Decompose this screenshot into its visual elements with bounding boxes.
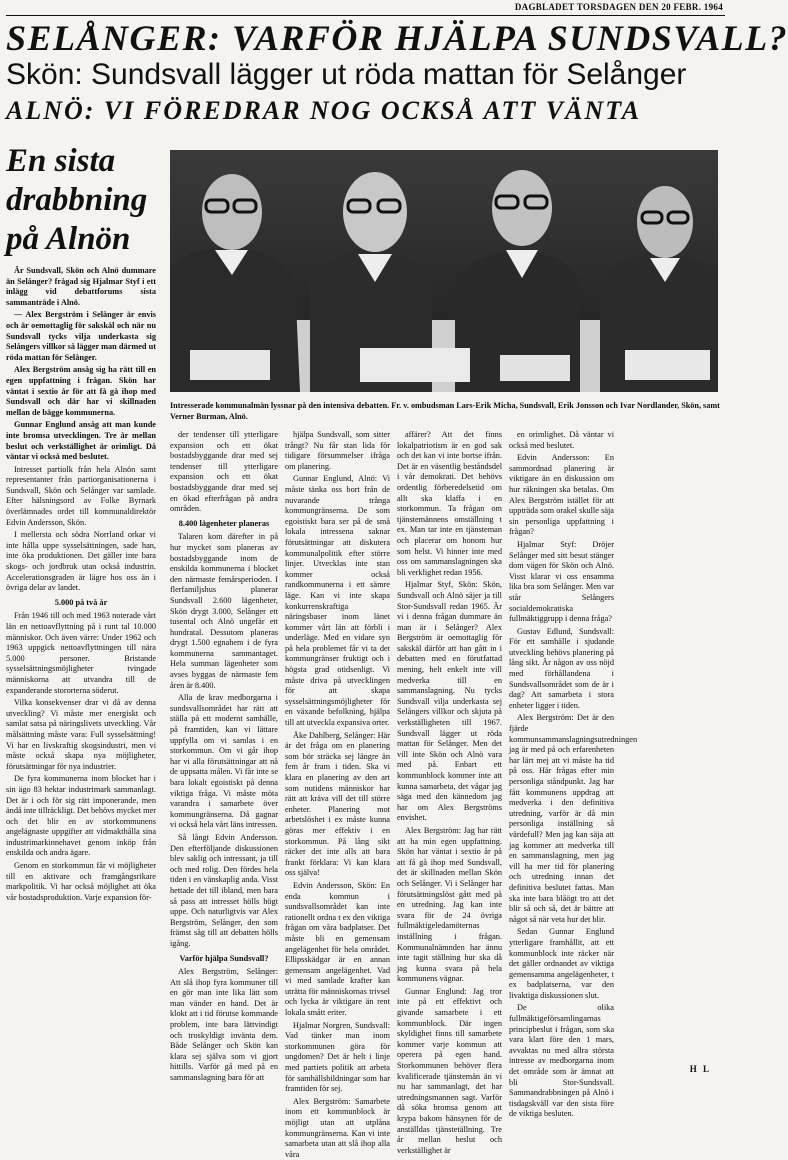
photo-four-men: [170, 150, 718, 392]
paragraph: Talaren kom därefter in på hur mycket som planeras av bostadsbyggande inom de enskilda kommunerna i blocket den närmaste femårsperioden. I flerfamiljshus planerar Sundsvall 2.600 lägenheter, Skön drygt 3.000, Selånger ett tusental och Alnö ungefär ett hundratal. Dessutom planeras drygt 1.500 egnahem i de fyra kommunerna sammantaget. Hela summan lägenheter som avses byggas de närmaste fem åren är 8.400.: [170, 532, 278, 690]
paragraph: De fyra kommunerna inom blocket har i sin ägo 83 hektar industrimark sammanlagt. Det är i och för sig rätt imponerande, men ändå inte tillräckligt. Det behövs mycket mer och det blir en av storkommunens angelägnaste uppgifter att vidmakthålla sina industrimarkinnehavet genom inköp från enskilda och andra ägare.: [6, 774, 156, 858]
paragraph: Åke Dahlberg, Selånger: Här är det fråga om en planering som bör sträcka sej längre än fem år fram i tiden. Ska vi klara en planering av den art som nutidens människor har rätt att kräva vill det till större enheter. Planering mot arbetslöshet i ex måste kunna göras mer effektiv i en storkommun. På lång sikt räcker det inte alls att bara frankt förklara: Vi kan klara oss själva!: [285, 730, 390, 878]
photo-four-men-icon: [170, 150, 718, 392]
paragraph: Edvin Andersson: En sammordnad planering är viktigare än en diskussion om hur räkningen ska betalas. Om Alex Bergström istället för att uppträda som orakel skulle säja sin personliga uppfattning i frågan?: [509, 453, 614, 537]
second-headline: Skön: Sundsvall lägger ut röda mattan för Selånger: [6, 58, 687, 91]
paragraph: en orimlighet. Då väntar vi också med beslutet.: [509, 430, 614, 450]
paragraph: Hjalmar Styf, Skön: Skön, Sundsvall och Alnö säjer ja till Stor-Sundsvall redan 1965. Är vi i denna frågan dummare än man är i Selånger? Alex Bergström är oemottaglig för sakskäl därför att han gått in i debatten med en förutfattad mening, helt enkelt inte vill medverka till en sammanslagning. Nu tycks Sundsvall vilja underkasta sej Selångers villkor och skjuta på verkställigheten till 1967. Sundsvall lägger ut röda mattan för Selånger. Men det vill inte Skön och Alnö vara med på. Enbart ett kommunblock kommer inte att kunna samarbeta, det vågar jag säga med den kännedom jag har om Alex Bergströms envishet.: [397, 580, 502, 823]
paragraph: affärer? Att det finns lokalpatriotism är en god sak och det kan vi inte bortse ifrån. Det är en väsentlig beståndsdel i vår demokrati. Det behövs ordentlig förberedelsetid om allt ska klaffa i en storkommun. Ta frågan om tjänstemännens omställning t ex. Man tar inte en tjänsteman och placerar om honom hur som helst. Vi hinner inte med oss om sammanslagningen ska bli verklighet redan 1956.: [397, 430, 502, 577]
kicker-line: på Alnön: [6, 221, 131, 257]
paragraph: Från 1946 till och med 1963 noterade vårt län en nettoavflyttning på i runt tal 10.000 människor. Och även värre: Under 1962 och 1963 uppgick nettoavflyttningen till nära 5.000 personer. Bristande sysselsättningsmöjligheter tvingade människorna att utvandra till de expanderande stororterna söderut.: [6, 611, 156, 695]
dateline: DAGBLADET TORSDAGEN DEN 20 FEBR. 1964: [514, 2, 723, 12]
paragraph: Hjalmar Norgren, Sundsvall: Vad tänker man inom storkommunen göra för ungdomen? Det är helt i linje med partiets politik att arbeta för samhällsbildningar som har framtiden för sej.: [285, 1020, 390, 1094]
paragraph: Alex Bergström ansåg sig ha rätt till en egen uppfattning i frågan. Skön har väntat i sextio år för att få gå ihop med Sundsvall och där har vi skillnaden mellan de bägge kommunerna.: [6, 365, 156, 417]
paragraph: — Alex Bergström i Selånger är envis och är oemottaglig för sakskäl och när nu Sundsvall tycks vilja underkasta sig Selångers villkor så lägger man därmed ut röda mattan för Selånger.: [6, 310, 156, 362]
paragraph: hjälpa Sundsvall, som sitter trångt? Nu får stan lida för tidigare försummelser ifråga om planering.: [285, 430, 390, 471]
paragraph: De olika fullmäktigeförsamlingarnas principbeslut i frågan, som ska vara klart före den 1 mars, avvaktas nu med allra största intresse av medborgarna inom det område som är ämnat att bli Stor-Sundsvall. Sammandrabbningen på Alnö i tisdagskväll var den sista före de viktiga besluten.: [509, 1003, 614, 1119]
paragraph: Edvin Andersson, Skön: En enda kommun i sundsvallsområdet kan inte rationellt ordna t ex den viktiga frågan om våra badplatser. Det måste bli en gemensam angelägenhet för hela området. Ellipsskädgar är en annan gemensam angelägenhet. Vad vi med samlade krafter kan uträtta för människornas trivsel och lycka är viktigare än rent lokala smått eriter.: [285, 880, 390, 1018]
third-headline: ALNÖ: VI FÖREDRAR NOG OCKSÅ ATT VÄNTA: [6, 96, 642, 125]
subheading: 8.400 lägenheter planeras: [178, 518, 270, 528]
paragraph: Alex Bergström: Det är den fjärde kommunsammanslagningsutredningen jag är med på och erfarenheten har lärt mej att vi måste ha tid på oss. Här frågas efter min personliga ståndpunkt. Jag har fått kommunens uppdrag att medverka i den definitiva utredning, varför är då min personliga inställning så värdefull? Men jag kan säja att jag kommer att medverka till en sammanslagning, men jag vill ha mer tid för planering och utredning innan det definitiva beslutet fattas. Man ska inte bara blåögt tro att det blir så och så, det är bättre att något så när veta hur det blir.: [509, 713, 638, 924]
main-headline: SELÅNGER: VARFÖR HJÄLPA SUNDSVALL?: [6, 18, 788, 58]
paragraph: Gustav Edlund, Sundsvall: För ett samhälle i sjudande utveckling behövs planering på lång sikt. Är någon av oss nöjd med förhållandena i Sundsvallsområdet som de är i dag? Att samarbeta i stora enheter ligger i tiden.: [509, 626, 614, 710]
paragraph: Är Sundsvall, Skön och Alnö dummare än Selånger? frågad sig Hjalmar Styf i ett inlägg vid debattforums sista sammanträde i Alnö.: [6, 266, 156, 307]
kicker-line: drabbning: [6, 182, 148, 218]
article-column-2: [170, 430, 278, 1083]
paragraph: Alex Bergström: Samarbete inom ett kommunblock är möjligt utan att utplåna kommungränserna. Kan vi inte samarbeta utan att slå ihop alla våra: [285, 1096, 390, 1159]
paragraph: Genom en storkommun får vi möjligheter till en aktivare och framgångsrikare markpolitik. Vi har också möjlighet att öka vår bostadsproduktion. Varje expansion för-: [6, 861, 156, 902]
header-rule: [6, 15, 725, 16]
paragraph: Så långt Edvin Andersson. Den efterföljande diskussionen blev saklig och intressant, ja till och med rolig. Den fördes hela tiden i en vänskaplig anda. Visst hettade det till ibland, men bara så pass att intresset hölls högt uppe. Och naturligtvis var Alex Bergström, Selånger, den som främst såg till att debatten hölls igång.: [170, 832, 278, 948]
paragraph: Alex Bergström: Jag har rätt att ha min egen uppfattning. Skön har väntat i sextio år på att få gå ihop med Sundsvall, det är skillnaden mellan Skön och Selånger. Vi i Selånger har förutsättningslöst gått med på en utredning. Jag kan inte svara för de 24 övriga fullmäktigeledamöternas inställning i frågan. Kommunalnämnden har ännu inte tagit ställning hur ska då jag kunna svara på hela kommunens vägnar.: [397, 825, 502, 984]
subheading: 5.000 på två år: [54, 597, 108, 607]
paragraph: Vilka konsekvenser drar vi då av denna utveckling? Vi måste mer energiskt och samlat satsa på näringslivets utveckling. Vår målsättning måste vara: Full sysselsättning! Vi har en livskraftig skogsindustri, men vi måste också skapa nya möjligheter, förutsättningar för nya industrier.: [6, 698, 156, 771]
kicker-line: En sista: [6, 143, 116, 179]
subheading: Varför hjälpa Sundsvall?: [179, 953, 269, 963]
paragraph: Gunnar Englund, Alnö: Vi måste tänka oss bort från de nuvarande trånga kommungränserna. De som egoistiskt bara ser på de små lokala intressena saknar förutsättningar att diskutera kommunalpolitik efter större linjer. Utvecklas inte stan kommer också randkommunerna i ett sämre läge. Kan vi inte skapa konkurrenskraftiga näringsbaser inom länet kommer vårt län att förbli i underläge. Med en vidare syn på hela problemet får vi ta det kommungränser fruktigt och i högsta grad otidsenligt. Vi måste driva på utvecklingen för att skapa sysselsättningsmöjligheter för en växande befolkning, hjälpa till att utveckla expansiva orter.: [285, 474, 390, 728]
paragraph: der tendenser till ytterligare expansion och ett ökat bostadsbyggande drar med sej tendenser till ytterligare expansion och ett ökat bostadsbyggande drar med sej en ökad efterfrågan på andra områden.: [170, 430, 278, 514]
paragraph: Sedan Gunnar Englund ytterligare framhållit, att ett kommunblock inte räcker när det gäller ordnandet av viktiga gemensamma angelägenheter, t ex badplatserna, var den livaktiga diskussionen slut.: [509, 927, 614, 1000]
paragraph: I mellersta och södra Norrland orkar vi inte hålla uppe sysselsättningen, sade han, inte öka produktionen. Det gäller inte bara skogs- och jordbruk utan också industrin. Accelerationsgraden är lägre hos oss än i övriga delar av landet.: [6, 530, 156, 593]
photo-caption: Intresserade kommunalmän lyssnar på den intensiva debatten. Fr. v. ombudsman Lars-Erik Micha, Sundsvall, Erik Jonsson och Ivar Nordlander, Skön, samt Verner Burman, Alnö.: [170, 401, 720, 421]
paragraph: Alla de krav medborgarna i sundsvallsområdet har rätt att ställa på ett modernt samhälle, på framtiden, kan vi lättare uppfylla om vi samlas i en storkommun. Om vi går ihop har vi alla förutsättningar att nå de uppsatta målen. Vi får inte se bara lokalt egoistiskt på denna viktiga fråga. Vi måste möta varandra i samarbete över kommungränserna. Då gagnar vi också hela vårt läns intressen.: [170, 693, 278, 830]
article-column-5: [509, 430, 638, 1119]
article-column-1: [6, 266, 156, 1066]
paragraph: Intresset partiolk från hela Alnön samt representanter från partiorganisationerna i Sundsvall, Skön och Selånger var samlade. Efter hälsningsord av Folke Byrnark överlämnades ordet till kommunaldirektör Edvin Andersson, Skön.: [6, 464, 156, 527]
author-signature: H L: [689, 1064, 711, 1074]
article-column-3: [285, 430, 390, 1159]
paragraph: Gunnar Englund ansåg att man kunde inte bromsa utvecklingen. Tre år mellan beslut och verkställighet är orimligt. Då väntar vi också med beslutet.: [6, 420, 156, 462]
kicker-headline: [6, 142, 156, 259]
paragraph: Gunnar Englund: Jag tror inte på ett effektivt och givande samarbete i ett kommunblock. Där ingen skyldighet finns till samarbete kommer varje kommun att operera på egen hand. Storkommunen behöver flera kvalificerade tjänstemän än vi nu har sammanlagt, det har utredningsmannen sagt. Varför då söka bromsa genom att krypa bakom hänsynen för de anställdas tjänstetällning. Tre år mellan beslut och verkställighet är: [397, 986, 502, 1155]
article-column-4: [397, 430, 502, 1155]
paragraph: Hjalmar Styf: Dröjer Selånger med sitt besut stänger dom vägen för Skön och Alnö. Visst klarar vi oss ensamma lika bra som Selånger. Men var står Selångers socialdemokratiska fullmäktiggrupp i denna fråga?: [509, 539, 614, 624]
paragraph: Alex Bergström, Selånger: Att slå ihop fyra kommuner till en gör man inte lika lätt som man vänder en hand. Det är klokt att i tid förutse kommande problem, inte bara lättvindigt och troskyldigt invänta dem. Både Selånger och Skön kan klara sej själva som vi gjort hittills. Varför gå med på en sammanslagning bara för att: [170, 967, 278, 1083]
